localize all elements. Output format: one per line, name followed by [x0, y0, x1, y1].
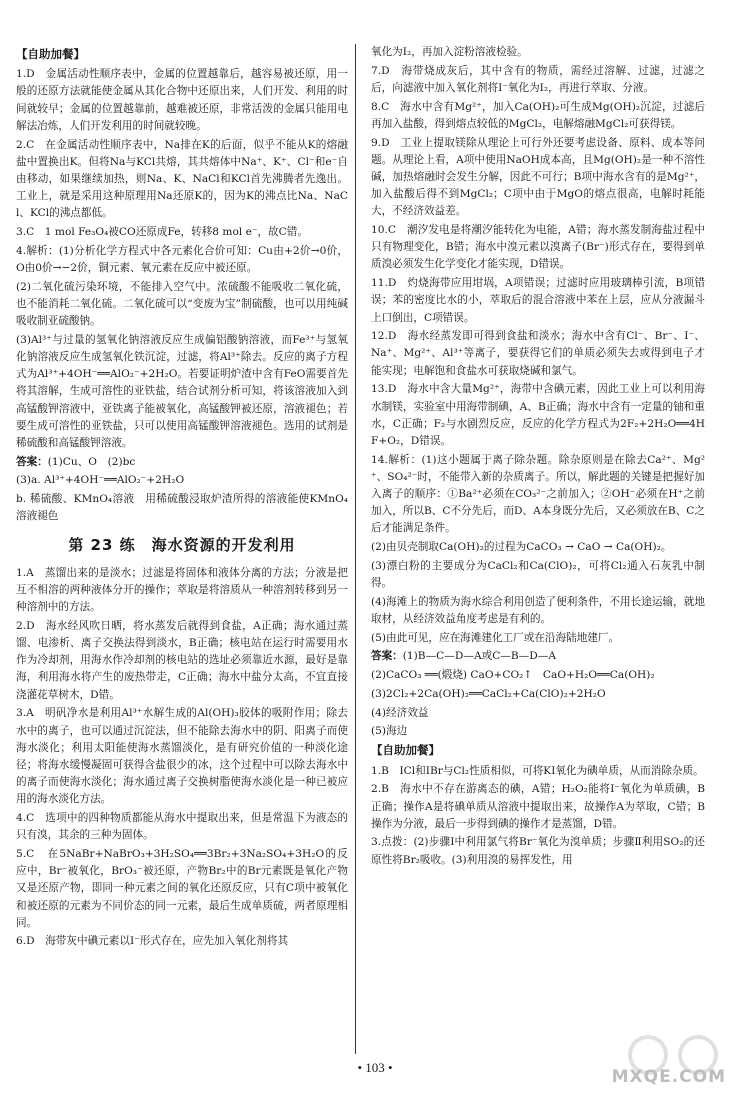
- answer-line: (5)海边: [371, 725, 408, 738]
- answer-item: 4.解析：(1)分析化学方程式中各元素化合价可知：Cu由+2价→0价，O由0价→−2价，铜元素、氧元素在反应中被还原。: [16, 244, 348, 274]
- answer-line: [371, 648, 705, 665]
- section-heading: 【自助加餐】: [16, 47, 85, 61]
- answer-item: 2.D 海水经风吹日晒，将水蒸发后就得到食盐，A正确；海水通过蒸馏、电渗析、离子交换法得到淡水，B正确；核电站在运行时需要用水作为冷却剂，用海水作冷却剂的核电站的选址必须靠近水源，最好是靠海，利用海水将产生的废热带走，C正确；海水中盐分太高，不宜直接浇灌花草树木，D错。: [16, 619, 348, 701]
- answer-subitem: (2)二氧化硫污染环境，不能排入空气中。浓硫酸不能吸收二氧化硫，也不能消耗二氧化硫。二氧化硫可以“变废为宝”制硫酸，也可以用纯碱吸收制亚硫酸钠。: [16, 280, 348, 328]
- answer-subitem: (3)Al³⁺与过量的氢氧化钠溶液反应生成偏铝酸钠溶液，而Fe³⁺与氢氧化钠溶液反应生成氢氧化铁沉淀，过滤，将Al³⁺除去。反应的离子方程式为Al³⁺+4OH⁻══AlO₂⁻+2H₂O。若要证明炉渣中含有FeO需要首先将其溶解，生成可溶性的亚铁盐，结合试剂分析可知，将该溶液加入到高锰酸钾溶液中，亚铁离子能被氧化，高锰酸钾被还原，溶液褪色；若要生成可溶性的亚铁盐，只可以使用高锰酸钾溶液褪色。选用的试剂是稀硫酸和高锰酸钾溶液。: [16, 333, 348, 449]
- watermark-text: MXQE.COM: [611, 1067, 726, 1087]
- answer-item: 11.D 灼烧海带应用坩埚，A项错误；过滤时应用玻璃棒引流，B项错误；苯的密度比水的小，萃取后的混合溶液中苯在上层，应从分液漏斗上口倒出，C项错误。: [371, 277, 705, 324]
- answer-item: 1.B ICl和IBr与Cl₂性质相似，可将KI氧化为碘单质，从而消除杂质。: [371, 764, 704, 777]
- answer-item: 1.A 蒸馏出来的是淡水；过滤是将固体和液体分离的方法；分液是把互不相溶的两种液体分开的操作；萃取是将溶质从一种溶剂转移到另一种溶剂中的方法。: [16, 566, 348, 614]
- section-heading: 【自助加餐】: [371, 743, 440, 758]
- answer-text: (1)Cu、O (2)bc: [47, 455, 136, 468]
- answer-line: (4)经济效益: [371, 706, 429, 719]
- answer-item: 1.D 金属活动性顺序表中，金属的位置越靠后，越容易被还原，用一般的还原方法就能使金属从其化合物中还原出来，人们开发、利用的时间就较早；金属的位置越靠前，越难被还原，非常活泼的金属只能用电解法冶炼，人们开发利用的时间就较晚。: [16, 68, 348, 132]
- answer-label: 答案：: [16, 455, 48, 468]
- answer-item: 3.A 明矾净水是利用Al³⁺水解生成的Al(OH)₃胶体的吸附作用；除去水中的离子，也可以通过沉淀法，但不能除去海水中的阴、阳离子而使海水淡化；利用太阳能使海水蒸馏淡化，是有研究价值的一种淡化途径；将海水缓慢凝固可获得含盐很少的冰，这个过程中可以除去海水中的离子而使海水淡化；海水通过离子交换树脂使海水淡化是一种已被应用的海水淡化方法。: [16, 707, 348, 806]
- answer-item: 5.C 在5NaBr+NaBrO₃+3H₂SO₄══3Br₂+3Na₂SO₄+3H₂O的反应中，Br⁻被氧化，BrO₃⁻被还原，产物Br₂中的Br元素既是氧化产物又是还原产物，即同一种元素之间的氧化还原反应，只有C项中被氧化和被还原的元素为不同价态的同一元素，最后生成单质硫，两者原理相同。: [16, 847, 348, 929]
- answer-item: 13.D 海水中含大量Mg²⁺，海带中含碘元素，因此工业上可以利用海水制镁，实验室中用海带制碘，A、B正确；海水中含有一定量的铀和重水，C正确；F₂与水剧烈反应，反应的化学方程式为2F₂+2H₂O══4HF+O₂，D错误。: [371, 383, 705, 447]
- answer-item: 2.C 在金属活动性顺序表中，Na排在K的后面，似乎不能从K的熔融盐中置换出K。但将Na与KCl共熔，其共熔体中Na⁺、K⁺、Cl⁻和e⁻自由移动，如果继续加热，则Na、K、NaCl和KCl首先沸腾者先逸出。工业上，就是采用这种原理用Na还原K的，因为K的沸点比Na、NaCl、KCl的沸点都低。: [16, 138, 348, 220]
- answer-item: 9.D 工业上提取镁除从理论上可行外还要考虑设备、原料、成本等问题。从理论上看，A项中使用NaOH成本高，且Mg(OH)₂是一种不溶性碱，加热熔融时会发生分解，因此不可行；B项中海水含有的是Mg²⁺，加入盐酸后得不到MgCl₂；C项中由于MgO的熔点很高，电解时耗能大，不经济效益差。: [371, 136, 705, 218]
- answer-item: 4.C 选项中的四种物质都能从海水中提取出来，但是常温下为液态的只有溴，其余的三种为固体。: [16, 812, 348, 842]
- answer-subitem: (5)由此可见，应在海滩建化工厂或在沿海陆地建厂。: [371, 631, 620, 644]
- answer-item: 12.D 海水经蒸发即可得到食盐和淡水；海水中含有Cl⁻、Br⁻、I⁻、Na⁺、Mg²⁺、Al³⁺等离子，要获得它们的单质必须失去或得到电子才能实现；电解饱和食盐水可获取烧碱和氯气。: [371, 330, 705, 377]
- answer-label: 答案：: [371, 650, 403, 663]
- answer-item: 10.C 潮汐发电是将潮汐能转化为电能，A错；海水蒸发制海盐过程中只有物理变化，B错；海水中溴元素以溴离子(Br⁻)形式存在，要得到单质溴必须发生化学变化才能实现，D错误。: [371, 224, 705, 271]
- answer-subitem: (2)由贝壳制取Ca(OH)₂的过程为CaCO₃ → CaO → Ca(OH)₂。: [371, 541, 672, 554]
- answer-item: 6.D 海带灰中碘元素以I⁻形式存在，应先加入氧化剂将其: [16, 935, 289, 948]
- answer-line: (3)a. Al³⁺+4OH⁻══AlO₂⁻+2H₂O: [16, 474, 185, 487]
- answer-continuation: 氧化为I₂，再加入淀粉溶液检验。: [371, 46, 528, 58]
- answer-item: 3.点拨：(2)步骤Ⅰ中利用氯气将Br⁻氧化为溴单质；步骤Ⅱ利用SO₂的还原性将Br₂吸收。(3)利用溴的易挥发性，用: [371, 836, 705, 866]
- answer-item: 14.解析：(1)这小题属于离子除杂题。除杂原则是在除去Ca²⁺、Mg²⁺、SO₄²⁻时，不能带入新的杂质离子。所以，解此题的关键是把握好加入离子的顺序：①Ba²⁺必须在CO₃²⁻之前加入；②OH⁻必须在H⁺之前加入，所以B、C不分先后，而D、A本身既分先后，又必须放在B、C之后才能满足条件。: [371, 453, 705, 535]
- page-number: • 103 •: [357, 1060, 393, 1075]
- right-column: [371, 44, 705, 870]
- answer-subitem: (3)漂白粉的主要成分为CaCl₂和Ca(ClO)₂，可将Cl₂通入石灰乳中制得。: [371, 559, 705, 590]
- answer-line: (2)CaCO₃ ══(煅烧) CaO+CO₂↑ CaO+H₂O══Ca(OH)₂: [371, 669, 655, 682]
- answer-item: 3.C 1 mol Fe₃O₄被CO还原成Fe，转移8 mol e⁻，故C错。: [16, 226, 308, 239]
- answer-line: [16, 454, 348, 471]
- column-divider: [355, 44, 356, 1054]
- answer-item: 8.C 海水中含有Mg²⁺，加入Ca(OH)₂可生成Mg(OH)₂沉淀，过滤后再加入盐酸，得到熔点较低的MgCl₂，电解熔融MgCl₂可获得镁。: [371, 100, 705, 130]
- answer-item: 7.D 海带烧成灰后，其中含有的物质，需经过溶解、过滤，过滤之后，向滤液中加入氧化剂将I⁻氧化为I₂，再进行萃取、分液。: [371, 64, 705, 94]
- answer-subitem: (4)海滩上的物质为海水综合利用创造了便利条件，不用长途运输，就地取材，从经济效益角度考虑是有利的。: [371, 595, 705, 625]
- answer-item: 2.B 海水中不存在游离态的碘，A错；H₂O₂能将I⁻氧化为单质碘，B正确；操作A是将碘单质从溶液中提取出来，故操作A为萃取，C错；B操作为分液，最后一步得到碘的操作才是蒸馏，D错。: [371, 783, 705, 830]
- answer-text: (1)B—C—D—A或C—B—D—A: [402, 650, 557, 663]
- answer-line: (3)2Cl₂+2Ca(OH)₂══CaCl₂+Ca(ClO)₂+2H₂O: [371, 687, 606, 700]
- chapter-title: 第 23 练 海水资源的开发利用: [68, 536, 296, 555]
- left-column: [16, 44, 348, 952]
- answer-line: b. 稀硫酸、KMnO₄溶液 用稀硫酸浸取炉渣所得的溶液能使KMnO₄溶液褪色: [16, 493, 348, 523]
